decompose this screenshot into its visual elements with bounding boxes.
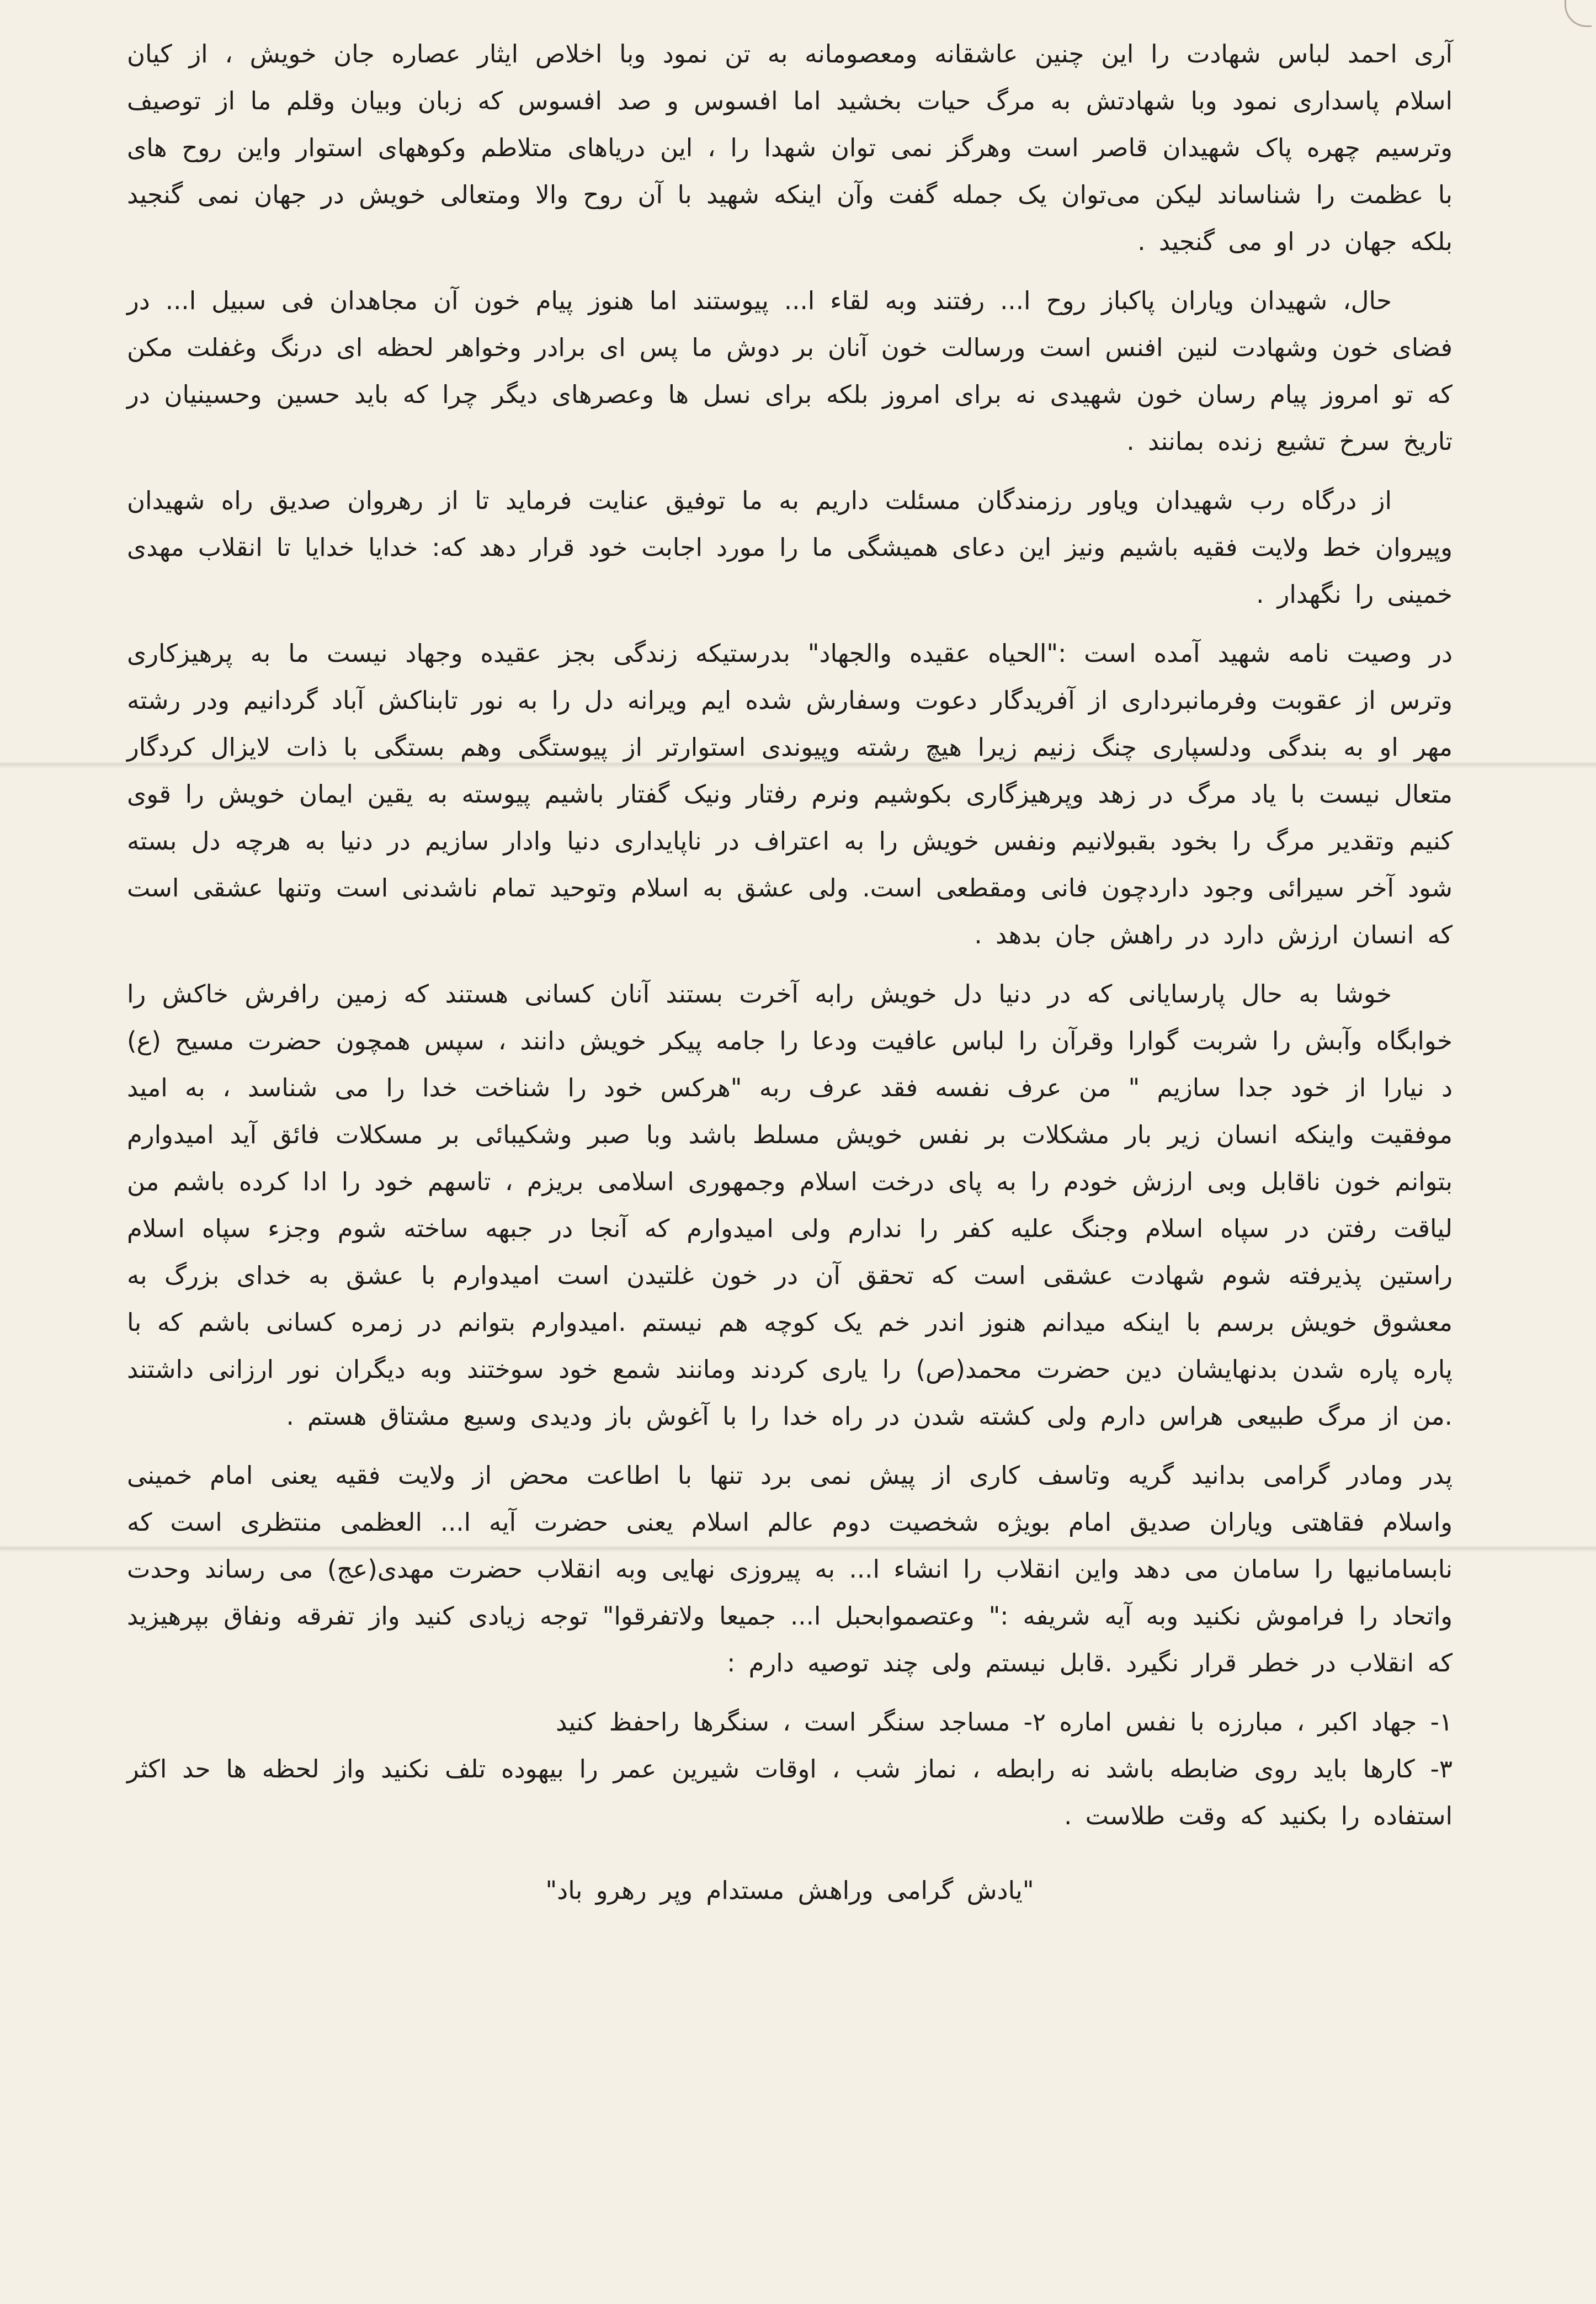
paragraph-1: آری احمد لباس شهادت را این چنین عاشقانه ومعصومانه به تن نمود وبا اخلاص ایثار عصاره جان خویش ، از کیان اسلام پاسداری نمود وبا شهادتش به مرگ حیات بخشید اما افسوس و صد افسوس که زبان وبیان وقلم ما از توصیف وترسیم چهره پاک شهیدان قاصر است وهرگز نمی توان شهدا را ، این دریاهای متلاطم وکوههای استوار واین روح های با عظمت را شناساند لیکن می‌توان یک جمله گفت وآن اینکه شهید با آن روح والا ومتعالی خویش در جهان نمی گنجید بلکه جهان در او می گنجید . [127,39,1453,256]
closing-line: "یادش گرامی وراهش مستدام وپر رهرو باد" [545,1876,1034,1905]
paragraph-5: خوشا به حال پارسایانی که در دنیا دل خویش رابه آخرت بستند آنان کسانی هستند که زمین رافرش خاکش را خوابگاه وآبش را شربت گوارا وقرآن را لباس عافیت ودعا را جامه پیکر خویش دانند ، سپس همچون حضرت مسیح (ع) د نیارا از خود جدا سازیم " من عرف نفسه فقد عرف ربه "هرکس خود را شناخت خدا را می شناسد ، به امید موفقیت واینکه انسان زیر بار مشکلات بر نفس خویش مسلط باشد وبا صبر وشکیبائی بر مسکلات فائق آید امیدوارم بتوانم خون ناقابل وبی ارزش خودم را به پای درخت اسلام وجمهوری اسلامی بریزم ، تاسهم خود را ادا کرده باشم من لیاقت رفتن در سپاه اسلام وجنگ علیه کفر را ندارم ولی امیدوارم که آنجا در جبهه ساخته شوم وجزء سپاه اسلام راستین پذیرفته شوم شهادت عشقی است که تحقق آن در خون غلتیدن است امیدوارم با عشق به خدای بزرگ به معشوق خویش برسم با اینکه میدانم هنوز اندر خم یک کوچه هم نیستم .امیدوارم بتوانم در زمره کسانی باشم که با پاره پاره شدن بدنهایشان دین حضرت محمد(ص) را یاری کردند ومانند شمع خود سوختند وبه دیگران نور ارزانی داشتند .من از مرگ طبیعی هراس دارم ولی کشته شدن در راه خدا را با آغوش باز ودیدی وسیع مشتاق هستم . [127,979,1453,1431]
paragraph-3: از درگاه رب شهیدان ویاور رزمندگان مسئلت داریم به ما توفیق عنایت فرماید تا از رهروان صدیق راه شهیدان وپیروان خط ولایت فقیه باشیم ونیز این دعای همیشگی ما را مورد اجابت خود قرار دهد که: خدایا خدایا تا انقلاب مهدی خمینی را نگهدار . [127,486,1453,609]
paragraph-2: حال، شهیدان ویاران پاکباز روح ا... رفتند وبه لقاء ا... پیوستند اما هنوز پیام خون آن مجاهدان فی سبیل ا... در فضای خون وشهادت لنین افنس است ورسالت خون آنان بر دوش ما پس ای برادر وخواهر لحظه ای درنگ وغفلت مکن که تو امروز پیام رسان خون شهیدی نه برای امروز بلکه برای نسل ها وعصرهای دیگر چرا که باید حسین وحسینیان در تاریخ سرخ تشیع زنده بمانند . [127,286,1453,456]
recommendation-line-2: ۳- کارها باید روی ضابطه باشد نه رابطه ، نماز شب ، اوقات شیرین عمر را بیهوده تلف نکنید واز لحظه ها حد اکثر استفاده را بکنید که وقت طلاست . [127,1754,1453,1830]
paragraph-6: پدر ومادر گرامی بدانید گریه وتاسف کاری از پیش نمی برد تنها با اطاعت محض از ولایت فقیه یعنی امام خمینی واسلام فقاهتی ویاران صدیق امام بویژه شخصیت دوم عالم اسلام یعنی حضرت آیه ا... العظمی منتظری است که نابسامانیها را سامان می دهد واین انقلاب را انشاء ا... به پیروزی نهایی وبه انقلاب حضرت مهدی(عج) می رساند وحدت واتحاد را فراموش نکنید وبه آیه شریفه :" وعتصموابحبل ا... جمیعا ولاتفرقوا" توجه زیادی کنید واز تفرقه ونفاق بپرهیزید که انقلاب در خطر قرار نگیرد .قابل نیستم ولی چند توصیه دارم : [127,1461,1453,1677]
paragraph-4: در وصیت نامه شهید آمده است :"الحیاه عقیده والجهاد" بدرستیکه زندگی بجز عقیده وجهاد نیست ما به پرهیزکاری وترس از عقوبت وفرمانبرداری از آفریدگار دعوت وسفارش شده ایم ویرانه دل را به نور تابناکش آباد گردانیم ودر رشته مهر او به بندگی ودلسپاری چنگ زنیم زیرا هیچ رشته وپیوندی استوارتر از پیوستگی وهم بستگی با ذات لایزال کردگار متعال نیست با یاد مرگ در زهد وپرهیزگاری بکوشیم ونرم رفتار ونیک گفتار باشیم پیوسته به یقین ایمان خویش را قوی کنیم وتقدیر مرگ را بخود بقبولانیم ونفس خویش را به اعتراف در ناپایداری دنیا وادار سازیم در دنیا به هرچه دل بسته شود آخر سیرائی وجود داردچون فانی ومقطعی است. ولی عشق به اسلام وتوحید تمام ناشدنی است وتنها عشقی است که انسان ارزش دارد در راهش جان بدهد . [127,639,1453,949]
recommendation-line-1: ۱- جهاد اکبر ، مبارزه با نفس اماره ۲- مساجد سنگر است ، سنگرها راحفظ کنید [556,1707,1453,1737]
document-body [127,30,1453,1939]
staple-mark [1565,0,1592,27]
